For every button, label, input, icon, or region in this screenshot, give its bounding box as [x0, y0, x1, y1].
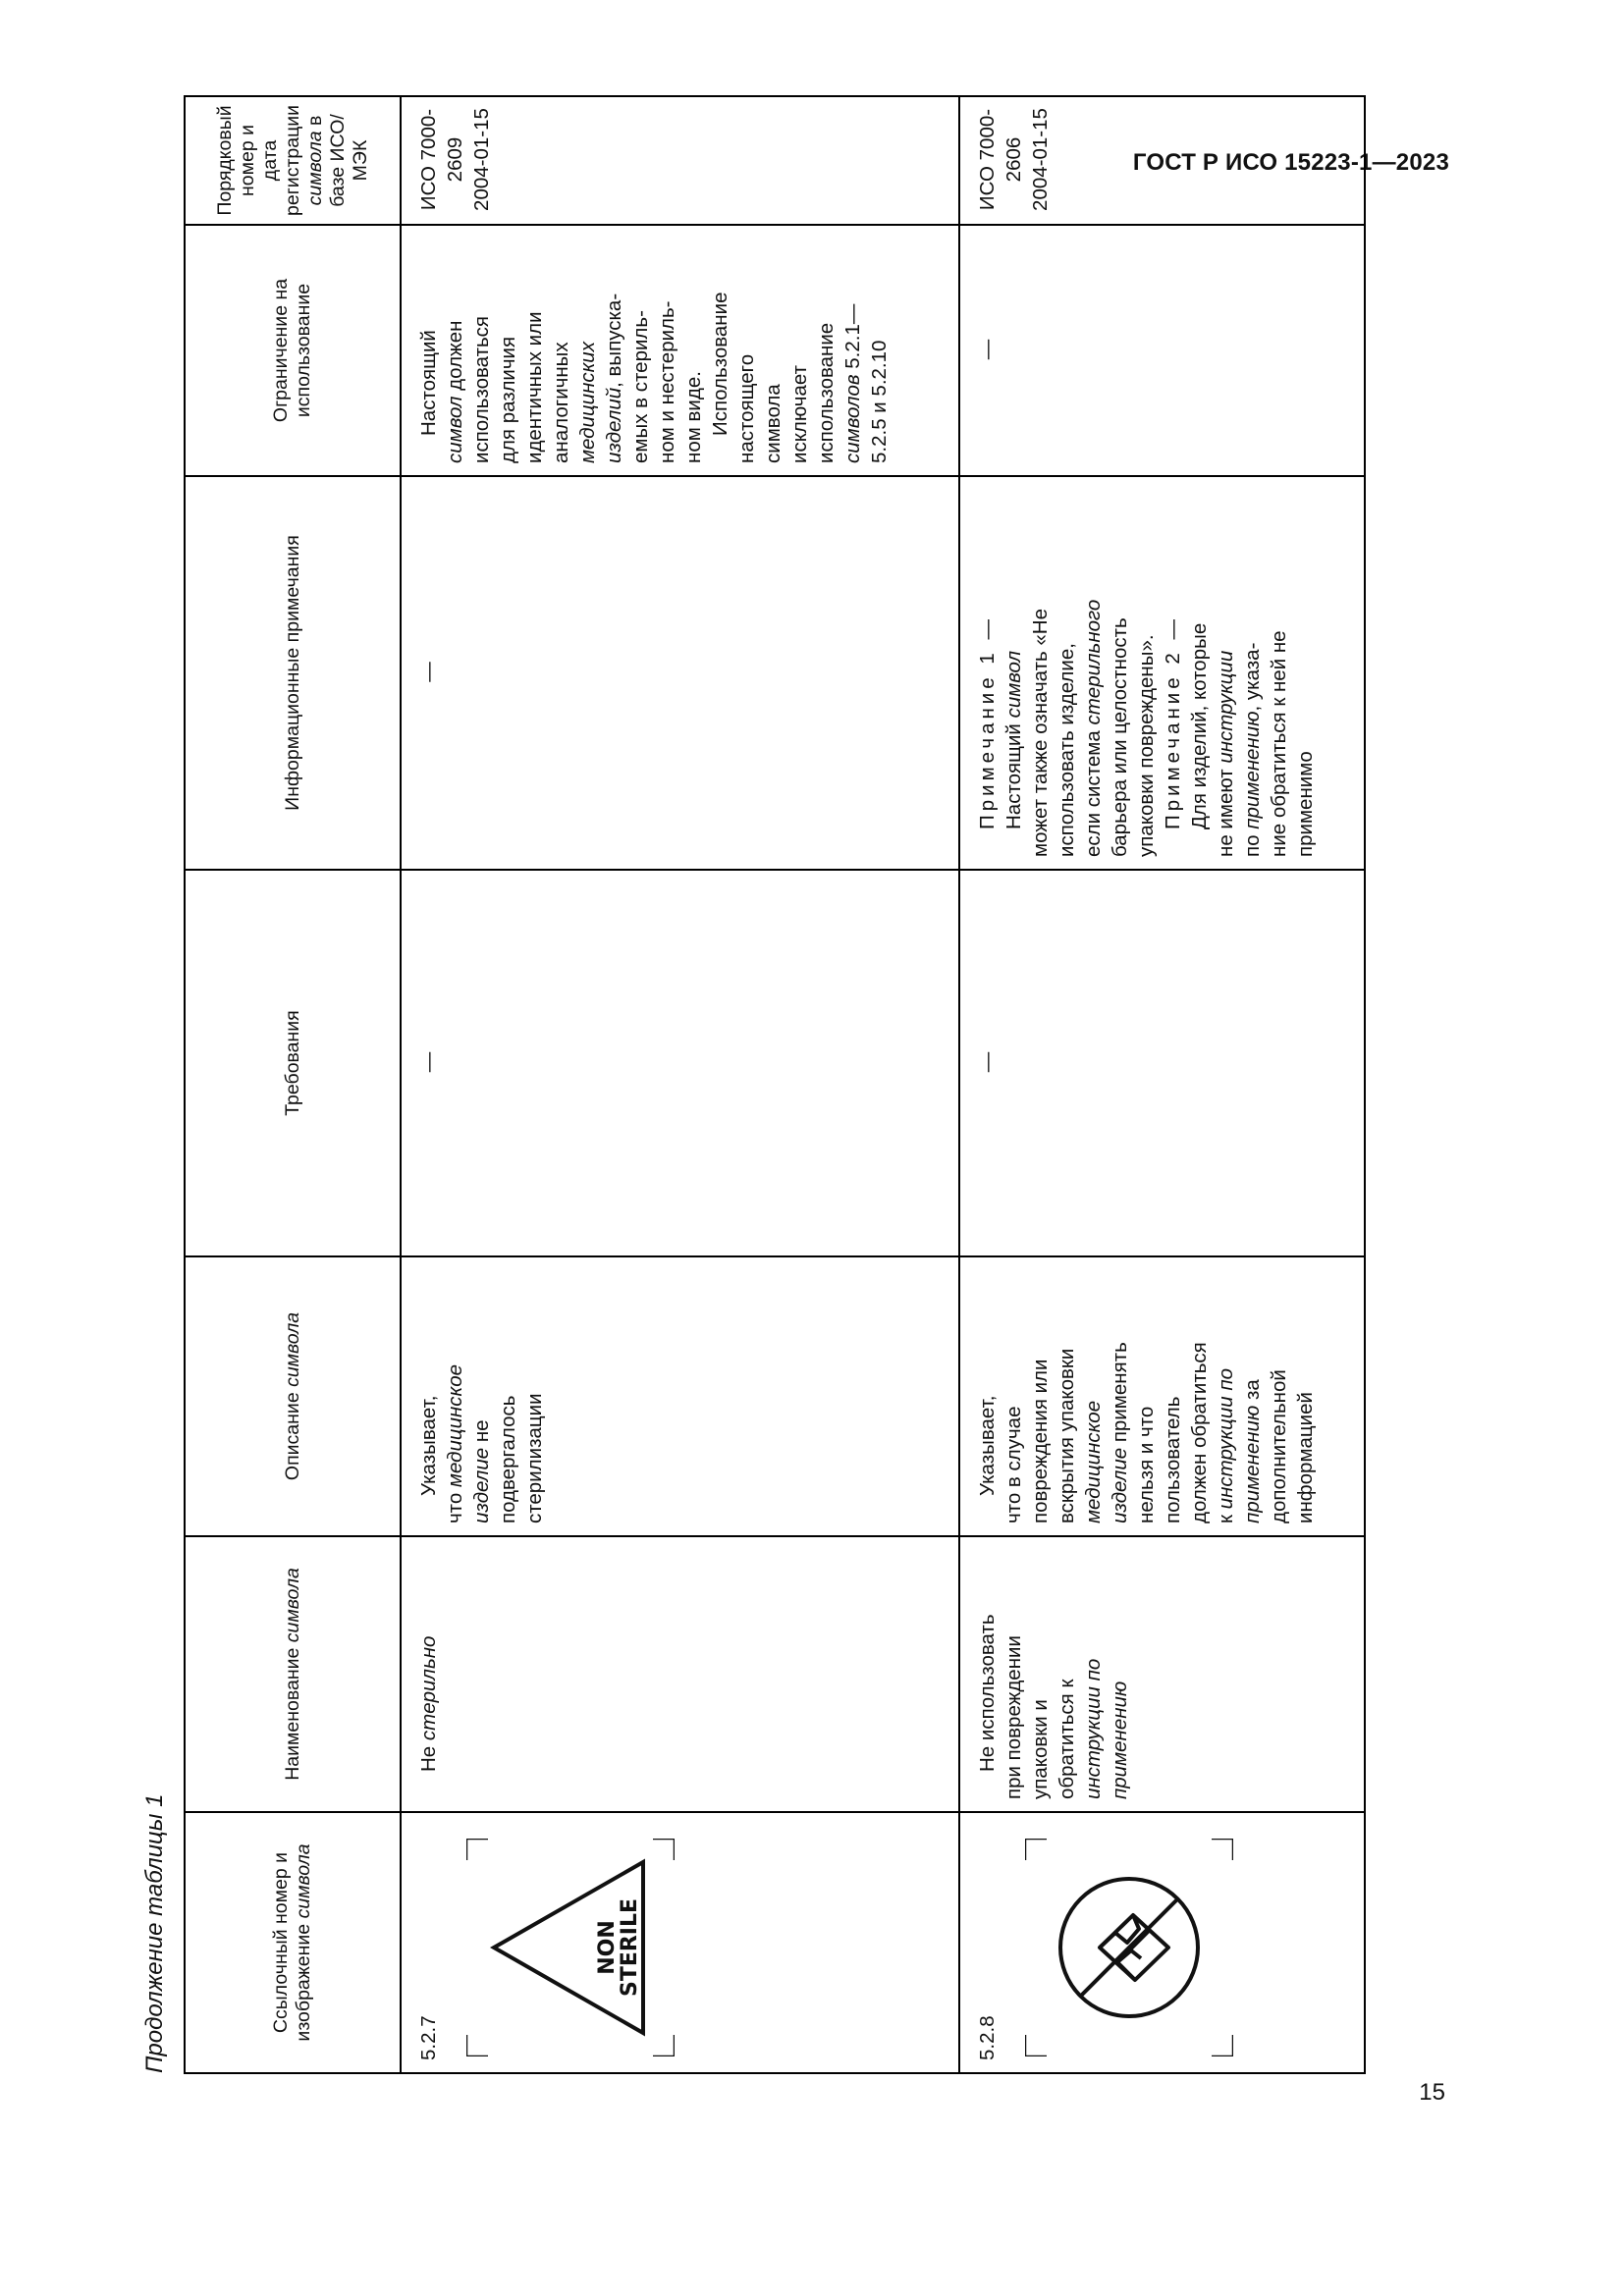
requirements-value: — [976, 1051, 999, 1073]
table-header-row [185, 96, 401, 2073]
limit-line: аналогичных [550, 342, 572, 463]
cell-requirements [401, 870, 959, 1256]
desc-italic: медицинское [1082, 1400, 1105, 1523]
limit-italic: символов [841, 374, 864, 463]
limit-line: для различия [497, 336, 519, 463]
col-header-description [185, 1256, 401, 1536]
notes-value: — [417, 662, 440, 682]
col-header-ref-image [185, 1812, 401, 2073]
limit-line: настоящего [735, 353, 758, 463]
col-header-requirements: Требования [185, 870, 401, 1256]
desc-line: повреждения или [1029, 1359, 1052, 1523]
col-header-registration [185, 96, 401, 225]
note-italic: стерильного [1082, 599, 1105, 725]
symbol-frame [466, 1839, 675, 2056]
cell-limitation [401, 225, 959, 476]
limit-line: ном и нестериль- [656, 300, 678, 463]
desc-line: дополнительной [1268, 1369, 1290, 1523]
cell-notes [959, 476, 1365, 870]
desc-line: что в случае [1002, 1406, 1025, 1523]
name-line: при повреждении [1002, 1635, 1025, 1799]
table-row [401, 96, 959, 2073]
col-header-name [185, 1536, 401, 1812]
desc-line: вскрытия упаковки [1056, 1348, 1078, 1523]
cell-symbol-name [959, 1536, 1365, 1812]
note-label: Примечание 2 — [1162, 615, 1184, 829]
limit-line: Использование [709, 292, 731, 436]
cell-ref-image [959, 1812, 1365, 2073]
document-header: ГОСТ Р ИСО 15223-1—2023 [1132, 149, 1449, 176]
desc-text: применять [1109, 1342, 1131, 1448]
cell-limitation [959, 225, 1365, 476]
symbol-text-non: NON [595, 1920, 620, 1975]
limit-text: 5.2.1— [841, 303, 864, 375]
name-line: упаковки и [1029, 1699, 1052, 1799]
symbol-ref-number: 5.2.8 [976, 2015, 999, 2060]
limit-italic: изделий [603, 387, 625, 463]
registration-date: 2004-01-15 [470, 108, 493, 211]
note-text: если система [1082, 724, 1105, 857]
page-number: 15 [1419, 2079, 1445, 2106]
col-header-text: Описание [281, 1386, 303, 1481]
col-header-limitation: Ограничение на использование [185, 225, 401, 476]
cell-symbol-description [959, 1256, 1365, 1536]
note-italic: инструкции [1215, 650, 1237, 764]
desc-italic: изделие [1109, 1447, 1131, 1523]
registration-number: ИСО 7000-2606 [976, 108, 1025, 211]
desc-line: информацией [1294, 1392, 1317, 1523]
note-line: может также означать «Не [1029, 609, 1052, 857]
col-header-text: Порядковый номер и дата регистрации [213, 104, 303, 216]
table-row [959, 96, 1365, 2073]
limit-line: 5.2.5 и 5.2.10 [868, 340, 891, 463]
desc-italic: медицинское [444, 1363, 466, 1488]
cell-symbol-name [401, 1536, 959, 1812]
desc-text: к [1215, 1509, 1237, 1523]
symbol-text-sterile: STERILE [618, 1897, 642, 1998]
col-header-italic: символа [293, 1843, 314, 1919]
limit-italic: медицинских [576, 342, 599, 463]
requirements-value: — [417, 1051, 440, 1073]
note-italic: применению [1241, 711, 1264, 829]
limit-line: емых в стериль- [629, 310, 652, 463]
cell-requirements [959, 870, 1365, 1256]
desc-italic: применению [1241, 1405, 1264, 1523]
name-italic: применению [1109, 1681, 1131, 1799]
desc-line: стерилизации [523, 1393, 546, 1523]
note-italic: символ [1002, 650, 1025, 719]
cell-ref-image [401, 1812, 959, 2073]
name-italic: инструкции по [1082, 1658, 1105, 1799]
cell-registration [401, 96, 959, 225]
table-continuation-caption: Продолжение таблицы 1 [141, 1793, 168, 2073]
col-header-notes: Информационные примечания [185, 476, 401, 870]
note-text: Настоящий [1002, 718, 1025, 829]
limit-line: символа [762, 384, 785, 463]
registration-date: 2004-01-15 [1029, 108, 1052, 211]
col-header-text: в базе ИСО/МЭК [303, 114, 371, 207]
name-line: обратиться к [1056, 1679, 1078, 1799]
symbol-ref-number: 5.2.7 [417, 2015, 440, 2060]
limit-line: ном виде. [682, 371, 705, 463]
note-text: не имеют [1215, 763, 1237, 857]
col-header-italic: символа [303, 131, 326, 206]
col-header-italic: символа [281, 1568, 303, 1643]
note-line: применимо [1294, 751, 1317, 857]
desc-text: не [470, 1419, 493, 1448]
desc-italic: изделие [470, 1447, 493, 1523]
desc-line: пользователь [1162, 1396, 1184, 1523]
limit-italic: символ [444, 396, 466, 463]
desc-line: нельзя и что [1135, 1406, 1158, 1523]
note-line: ние обратиться к ней не [1268, 630, 1290, 857]
desc-text: что [444, 1487, 466, 1523]
cell-notes [401, 476, 959, 870]
desc-line: Указывает, [417, 1395, 440, 1496]
limit-text: , выпуска- [603, 293, 625, 388]
col-header-italic: символа [281, 1311, 303, 1387]
note-text: по [1241, 828, 1264, 857]
desc-line: должен обратиться [1188, 1342, 1211, 1523]
registration-number: ИСО 7000-2609 [417, 108, 466, 211]
col-header-text: Наименование [281, 1642, 303, 1781]
note-line: упаковки повреждены». [1135, 634, 1158, 857]
symbols-table [184, 95, 1366, 2074]
note-line: использовать изделие, [1056, 643, 1078, 857]
limit-line: использоваться [470, 316, 493, 463]
non-sterile-triangle-icon [466, 1839, 675, 2056]
name-italic: стерильно [417, 1635, 440, 1741]
cell-symbol-description [401, 1256, 959, 1536]
note-label: Примечание 1 — [976, 615, 999, 829]
desc-line: подвергалось [497, 1395, 519, 1523]
limit-line: исключает [788, 365, 811, 463]
symbol-frame [1025, 1839, 1233, 2056]
limit-line: идентичных или [523, 311, 546, 463]
note-text: , указа- [1241, 642, 1264, 712]
name-line: Не использовать [976, 1614, 999, 1772]
note-line: Для изделий, которые [1188, 622, 1211, 829]
limitation-value: — [976, 339, 999, 360]
limit-text: должен [444, 320, 466, 397]
col-header-text: Ссылочный номер и изображение [270, 1851, 314, 2042]
desc-italic: инструкции по [1215, 1367, 1237, 1510]
cell-registration [959, 96, 1365, 225]
desc-text: за [1241, 1379, 1264, 1406]
desc-line: Указывает, [976, 1395, 999, 1496]
limit-line: Настоящий [417, 330, 440, 436]
name-text: Не [417, 1740, 440, 1772]
note-line: барьера или целостность [1109, 617, 1131, 857]
limit-line: использование [815, 322, 838, 463]
do-not-use-if-damaged-icon [1025, 1839, 1233, 2056]
